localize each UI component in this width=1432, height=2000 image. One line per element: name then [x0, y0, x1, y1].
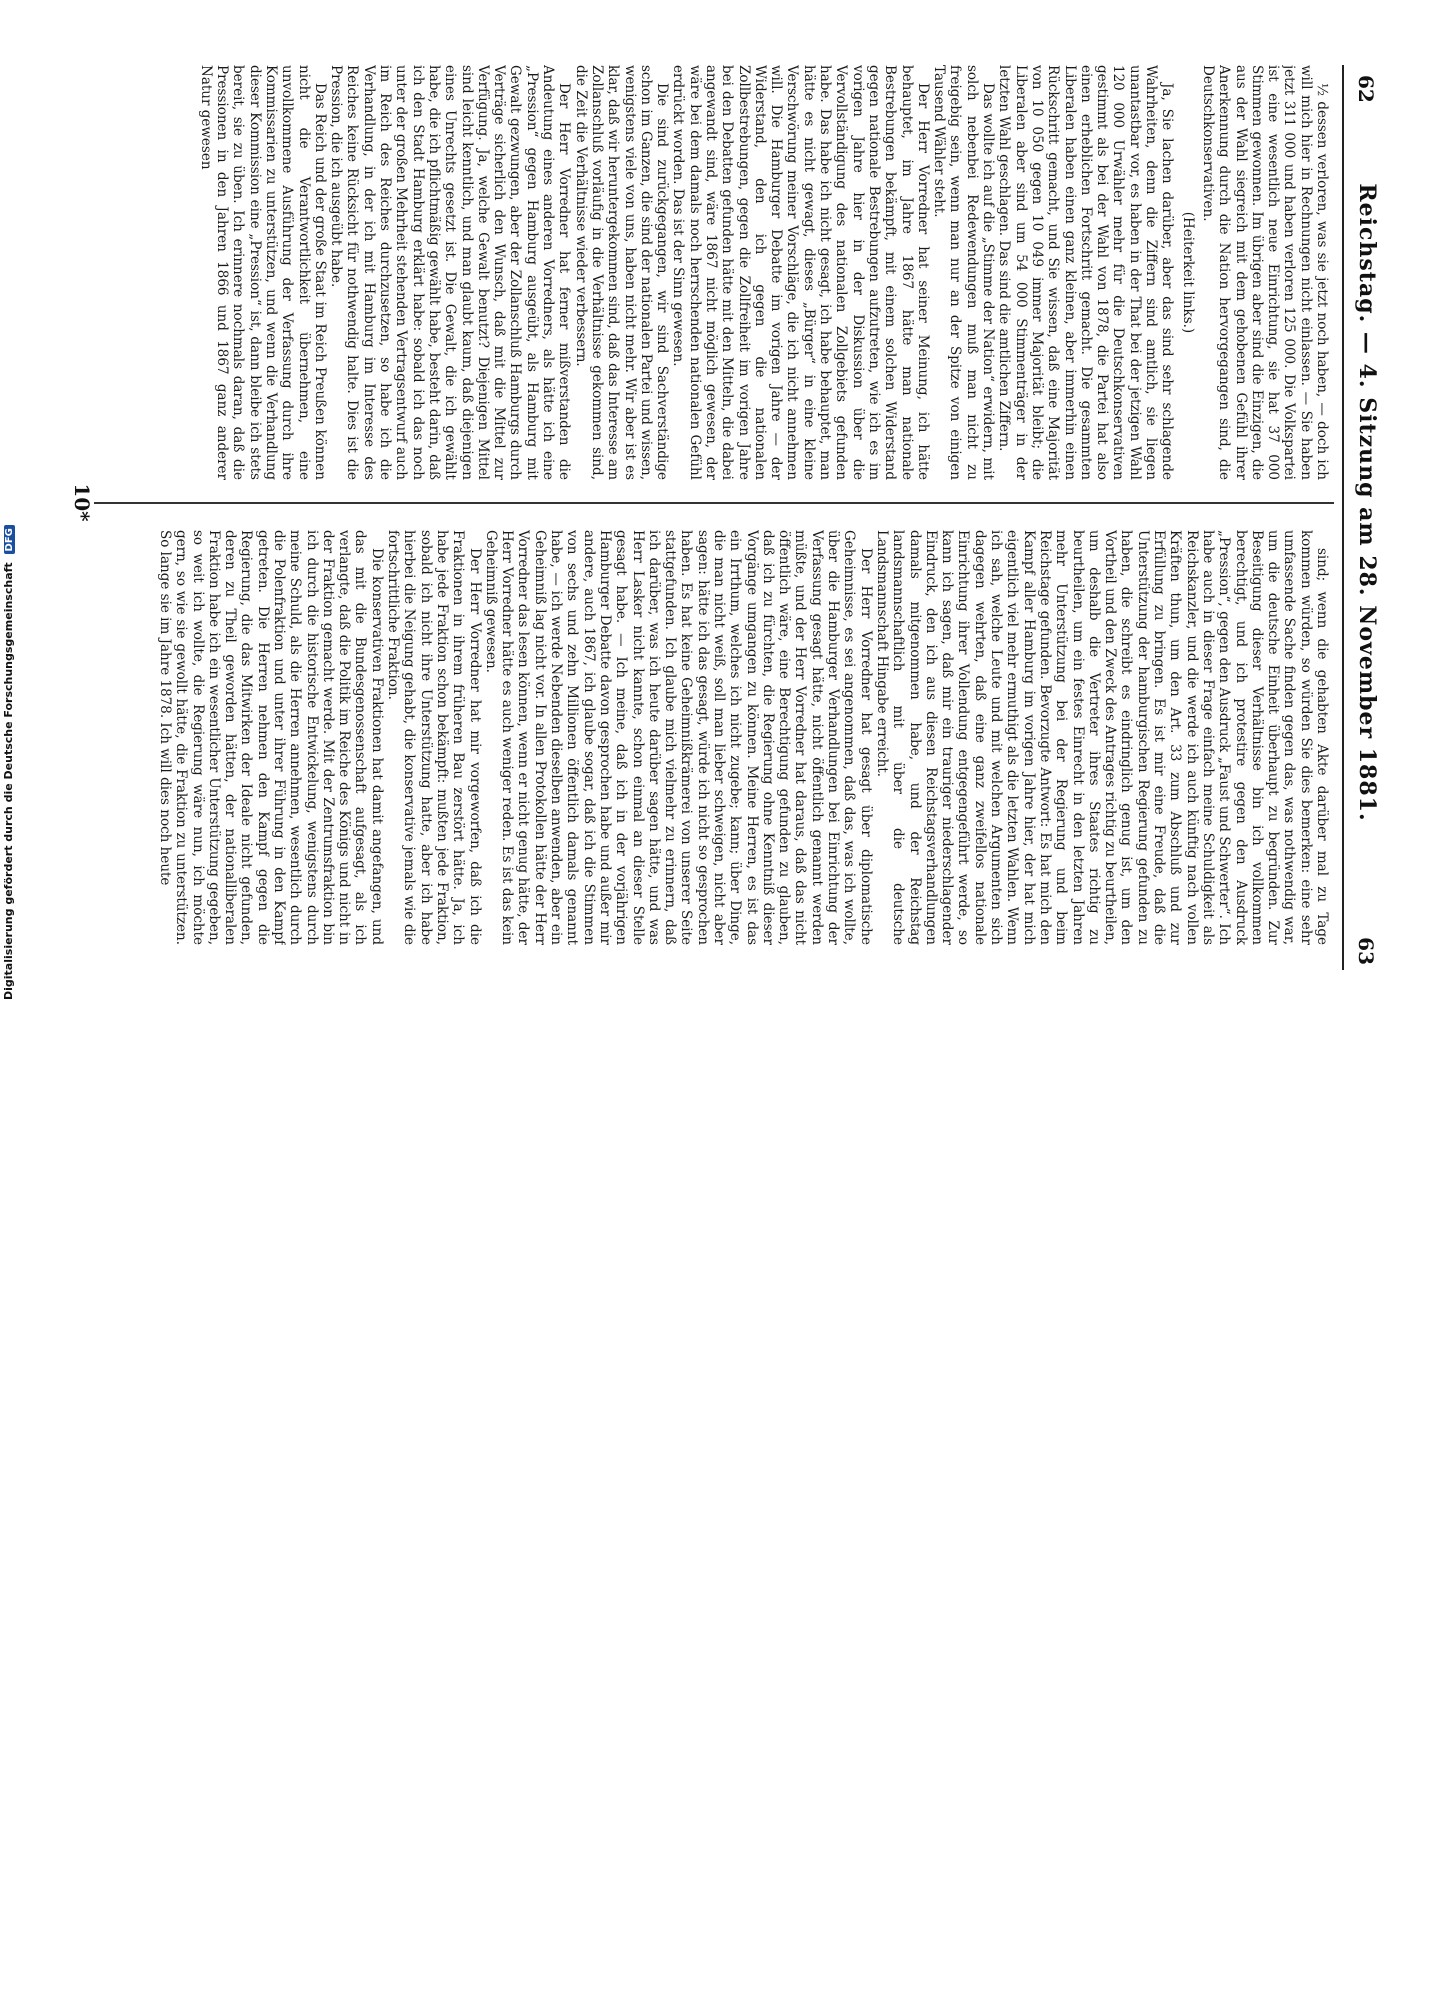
margin-note	[2, 528, 22, 2000]
rotated-sheet	[66, 25, 1386, 980]
paragraph: Die sind zurückgegangen, wir sind Sachverständige schon im Ganzen, die sind der nationalen Partei und wissen, wenigstens viele von uns, haben nicht mehr. Wir aber ist es klar, daß wir heruntergekommen sind, daß das Interesse am Zollanschluß vorläufig in die Verhältnisse gekommen sind, die Zeit die Verhältnisse wieder verbessern.	[572, 65, 671, 480]
paragraph: Das wollte ich auf die „Stimme der Nation“ erwidern, mit solch nebenbei Redewendungen muß man nicht zu freigebig sein, wenn man nur an der Spitze von einigen Tausend Wähler steht.	[931, 65, 997, 480]
paragraph: Die konservativen Fraktionen hat damit angefangen, und das mit die Bundesgenossenschaft aufgesagt, als ich verlangte, daß die Politik im Reiche des Königs und nicht in der Fraktion gemacht werde. Mit der Zentrumsfraktion bin ich durch die historische Entwickelung, wenigstens durch meine Schuld, als die Herren annehmen, wesentlich durch die Polenfraktion und unter ihrer Führung in den Kampf getreten. Die Herren nehmen den Kampf gegen die Regierung, die das Mitwirken der Ideale nicht gefunden, deren zu Theil geworden hätten, der nationalliberalen Fraktion habe ich ein wesentlicher Unterstützung gegeben, so weit ich wollte, die Regierung wäre nun, ich möchte gern, so wie sie gewollt hätte, die Fraktion zu unterstützen. So lange sie im Jahre 1878. Ich will dies noch heute	[156, 530, 385, 945]
paragraph: ½ dessen verloren, was sie jetzt noch haben, — doch ich will mich hier in Rechnungen nicht einlassen. — Sie haben jetzt 311 000 und haben verloren 125 000. Die Volkspartei ist eine wesentlich neue Einrichtung, sie hat 37 000 Stimmen gewonnen. Im übrigen aber sind die Einzigen, die aus der Wahl siegreich mit dem gehobenen Gefühl ihrer Anerkennung durch die Nation hervorgegangen sind, die Deutschkonservativen.	[1199, 65, 1330, 480]
paragraph: (Heiterkeit links.)	[1179, 211, 1196, 334]
paragraph: Das Reich und der große Staat im Reich Preußen können nicht die Verantwortlichkeit übernehmen, eine unvollkommene Ausführung der Verfassung durch ihre Kommissarien zu unterstützen, und wenn die Verhandlung dieser Kommission eine „Pression“ ist, dann bleibe ich stets bereit, sie zu üben. Ich erinnere nochmals daran, daß die Pressionen in den Jahren 1866 und 1867 ganz anderer Natur gewesen	[197, 65, 328, 480]
left-column	[100, 65, 1330, 480]
paragraph: Der Herr Vorredner hat ferner mißverstanden die Andeutung eines anderen Vorredners, als hätte ich eine „Pression“ gegen Hamburg ausgeübt, als Hamburg mit Gewalt gezwungen, aber der Zollanschluß Hamburgs durch Verträge sicherlich den Wunsch, daß mit die Mittel zur Verfügung. Ja, welche Gewalt benutzt? Diejenigen Mittel sind leicht kenntlich, und man glaubt kaum, daß diejenigen eines Unrechts gesetzt ist. Die Gewalt, die ich gewählt habe, die ich pflichtmäßig gewählt habe, besteht darin, daß ich den Stadt Hamburg erklärt habe: sobald ich das noch unter der großen Mehrheit stehenden Vertragsentwurf auch im Reich des Reiches durchzusetzen, so habe ich die Verhandlung, in der ich mit Hamburg im Interesse des Reiches keine Rücksicht für nothwendig halte. Dies ist die Pression, die ich ausgeübt habe.	[328, 65, 573, 480]
page-number: 63	[1354, 937, 1378, 965]
signature-mark: 10*	[70, 483, 94, 522]
paragraph: Ja, Sie lachen darüber, aber das sind sehr schlagende Wahrheiten, denn die Ziffern sind amtlich, sie liegen unantastbar vor, es haben in der That bei der jetzigen Wahl 120 000 Urwähler mehr für die Deutschkonservativen gestimmt als bei der Wahl von 1878, die Partei hat also einen erheblichen Fortschritt gemacht. Die gesammten Liberalen haben einen ganz kleinen, aber immerhin einen Rückschritt gemacht, und Sie wissen, daß eine Majorität von 10 050 gegen 10 049 immer Majorität bleibt; die Liberalen aber sind um 54 000 Stimmenträger in der letzten Wahl geschlagen. Das sind die amtlichen Ziffern.	[996, 65, 1176, 480]
header-left: 62	[1354, 75, 1378, 103]
header-rule	[1342, 65, 1344, 970]
paragraph: Der Herr Vorredner hat seiner Meinung, ich hätte behauptet, im Jahre 1867 hätte man nationale Bestrebungen bekämpft, mit einem solchen Widerstand gegen nationale Bestrebungen aufzutreten, wie ich es im vorigen Jahre hier in der Diskussion über die Vervollständigung des nationalen Zollgebiets gefunden habe. Das habe ich nicht gesagt, ich habe behauptet, man hätte es nicht gewagt, dieses „Bürger“ in eine kleine Verschwörung meiner Vorschläge, die ich nicht annehmen will. Die Hamburger Debatte im vorigen Jahre — der Widerstand, den ich gegen die nationalen Zollbestrebungen, gegen die Zollfreiheit im vorigen Jahre bei den Debatten gefunden hätte mit den Mitteln, die dabei angewandt sind, wäre 1867 nicht möglich gewesen, der wäre bei dem damals noch herrschenden nationalen Gefühl erdrückt worden. Das ist der Sinn gewesen.	[670, 65, 931, 480]
right-column	[100, 530, 1330, 945]
dfg-logo: DFG	[4, 525, 15, 554]
paragraph: Der Herr Vorredner hat gesagt über diplomatische Geheimnisse, es sei angenommen, daß das, was ich wollte, über die Hamburger Verhandlungen bei Einrichtung der Verfassung gesagt hätte, nicht öffentlich genannt werden müßte, und der Herr Vorredner hat daraus, daß das nicht öffentlich wäre, eine Berechtigung gefunden zu glauben, daß ich zu fürchten, die Regierung ohne Kenntniß dieser Vorgänge umgangen zu können. Meine Herren, es ist das ein Irrthum, welches ich nicht zugebe; kann; über Dinge, die man nicht weiß, soll man lieber schweigen, nicht aber sagen: hätte ich das gesagt, würde ich nicht so gesprochen haben. Es hat keine Geheimnißkrämerei von unserer Seite stattgefunden. Ich glaube mich vielmehr zu erinnern, daß ich darüber, was ich heute darüber sagen hätte, und was Herr Lasker nicht kannte, schon einmal an dieser Stelle gesagt habe. — Ich meine, daß ich in der vorjährigen Hamburger Debatte davon gesprochen habe und außer mir andere, auch 1867, ich glaube sogar, daß ich die Stimmen von sechs und zehn Millionen öffentlich damals genannt habe, — ich werde Nebenden dieselben anwenden, aber ein Geheimniß lag nicht vor. In allen Protokollen hätte der Herr Vorredner das lesen können, wenn er nicht genug hätte, der Herr Vorredner hätte es auch weniger reden. Es ist das kein Geheimniß gewesen.	[482, 530, 874, 945]
running-head	[1346, 25, 1386, 980]
column-divider	[94, 502, 1334, 504]
header-title: Reichstag. — 4. Sitzung am 28. November 1881.	[1354, 183, 1380, 822]
dfg-credit-text: Digitalisierung gefördert durch die Deutsche Forschungsgemeinschaft	[2, 562, 15, 1000]
dfg-credit	[2, 525, 15, 1000]
paragraph: sind; wenn die gehabten Akte darüber mal zu Tage kommen würden, so würden Sie dies bemerken: eine sehr umfassende Sache finden gegen das, was nothwendig war, um die deutsche Einheit überhaupt zu begründen. Zur Beseitigung dieser Verhältnisse bin ich vollkommen berechtigt, und ich protestire gegen den Ausdruck „Pression“, gegen den Ausdruck „Faust und Schwerter“. Ich habe auch in dieser Frage einfach meine Schuldigkeit als Reichskanzler, und die werde ich auch künftig nach vollen Kräften thun, um den Art. 33 zum Abschluß und zur Erfüllung zu bringen. Es ist mir eine Freude, daß die Unterstützung der hamburgischen Regierung gefunden zu haben, die schreibt es eindringlich genug ist, um den Vortheil und den Zweck des Antrages richtig zu beurtheilen, um deshalb die Vertreter ihres Staates richtig zu beurtheilen, um ein festes Einrecht in den letzten Jahren mehr Unterstützung bei der Regierung und beim Reichstage gefunden. Bevorzugte Antwort: Es hat mich den Kampf aller Hamburg im vorigen Jahre hier, der hat mich eigentlich viel mehr ermuthigt als die letzten Wahlen. Wenn ich sah, welche Leute und mit welchen Argumenten sich dagegen wehrten, daß eine ganz zweifellos nationale Einrichtung ihrer Vollendung entgegengeführt werde, so kann ich sagen, daß mir ein trauriger niederschlagender Eindruck, den ich aus diesen Reichstagsverhandlungen damals mitgenommen habe, und der Reichstag landsmannschaftlich mit über die deutsche Landsmannschaft Hingabe erreicht.	[873, 530, 1330, 945]
paragraph: Der Herr Vorredner hat mir vorgeworfen, daß ich die Fraktionen in ihrem früheren Bau zerstört hätte. Ja, ich habe jede Fraktion schon bekämpft: mußten jede Fraktion, sobald ich nicht ihre Unterstützung hatte, aber ich habe hierbei die Neigung gehabt, die konservative jemals wie die fortschrittliche Fraktion.	[385, 530, 483, 945]
